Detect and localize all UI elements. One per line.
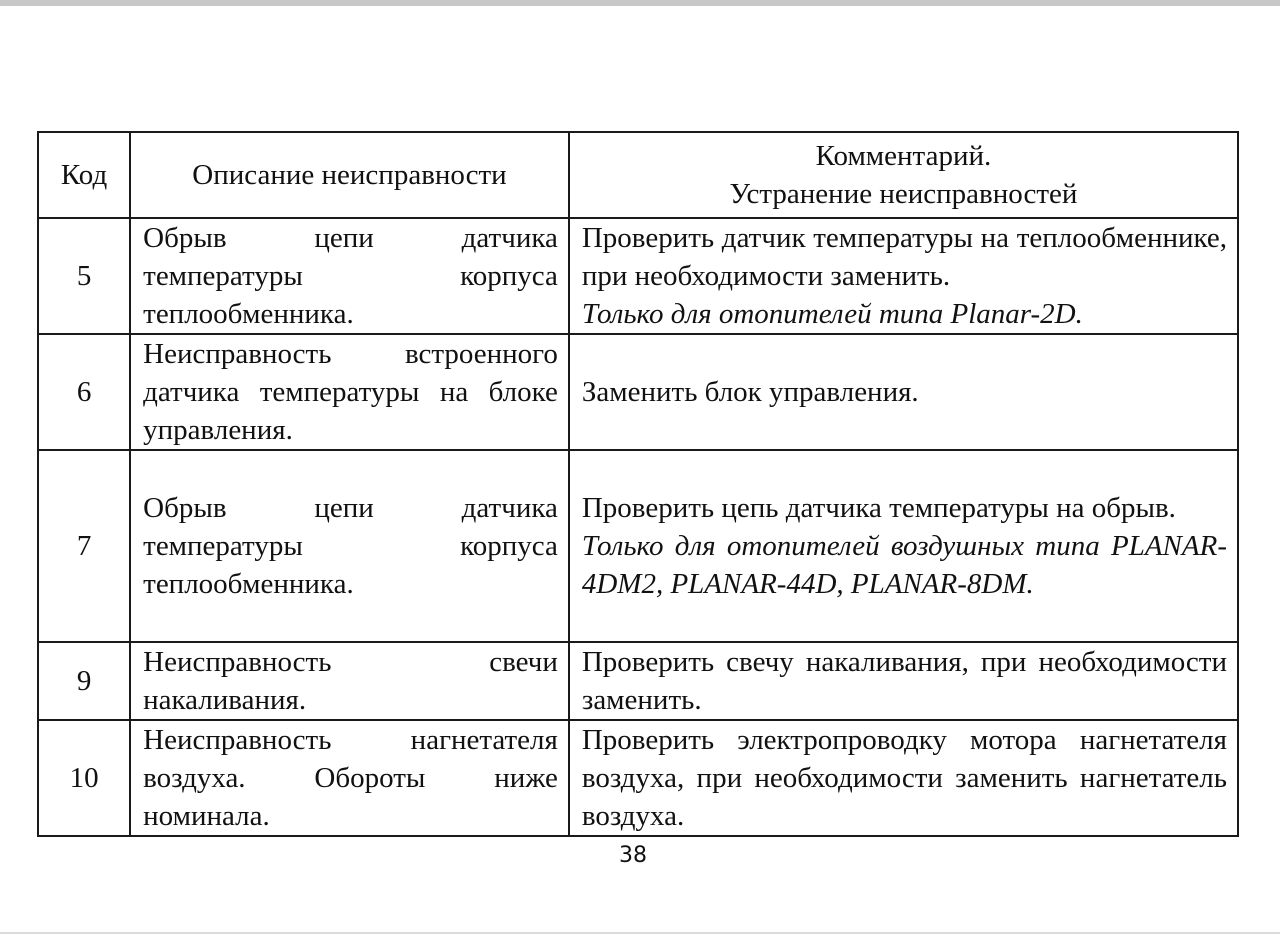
table-row (38, 450, 1238, 642)
fault-comment: Проверить свечу накаливания, при необходимости заменить. (581, 646, 1227, 716)
table-row (38, 334, 1238, 450)
table-row (38, 642, 1238, 720)
fault-comment-cell (569, 720, 1238, 836)
fault-description: Неисправность встроенного датчика температуры на блоке управления. (130, 334, 569, 450)
fault-codes-table (37, 131, 1239, 837)
table-row (38, 720, 1238, 836)
fault-code: 6 (38, 334, 130, 450)
header-code: Код (38, 132, 130, 218)
top-border (0, 0, 1280, 6)
header-comment (569, 132, 1238, 218)
fault-comment-cell (569, 218, 1238, 334)
fault-comment-cell (569, 642, 1238, 720)
fault-note: Только для отопителей типа Planar-2D. (581, 298, 1083, 330)
fault-comment: Проверить датчик температуры на теплообменнике, при необходимости заменить. (581, 222, 1227, 292)
fault-description: Обрыв цепи датчика температуры корпуса теплообменника. (130, 218, 569, 334)
bottom-border (0, 932, 1280, 934)
header-description: Описание неисправности (130, 132, 569, 218)
fault-description: Обрыв цепи датчика температуры корпуса теплообменника. (130, 450, 569, 642)
header-comment-line2: Устранение неисправностей (729, 178, 1078, 210)
fault-description: Неисправность нагнетателя воздуха. Обороты ниже номинала. (130, 720, 569, 836)
fault-description: Неисправность свечи накаливания. (130, 642, 569, 720)
fault-comment-cell (569, 334, 1238, 450)
fault-code: 10 (38, 720, 130, 836)
fault-comment: Проверить цепь датчика температуры на обрыв. (581, 492, 1176, 524)
table-row (38, 218, 1238, 334)
fault-code: 7 (38, 450, 130, 642)
header-comment-line1: Комментарий. (815, 140, 992, 172)
fault-code: 5 (38, 218, 130, 334)
fault-note: Только для отопителей воздушных типа PLANAR-4DM2, PLANAR-44D, PLANAR-8DM. (581, 530, 1227, 600)
page-number: 38 (619, 843, 647, 868)
fault-code: 9 (38, 642, 130, 720)
fault-comment-cell (569, 450, 1238, 642)
fault-comment: Заменить блок управления. (581, 376, 919, 408)
table-header-row (38, 132, 1238, 218)
fault-comment: Проверить электропроводку мотора нагнетателя воздуха, при необходимости заменить нагнетатель воздуха. (581, 724, 1227, 832)
